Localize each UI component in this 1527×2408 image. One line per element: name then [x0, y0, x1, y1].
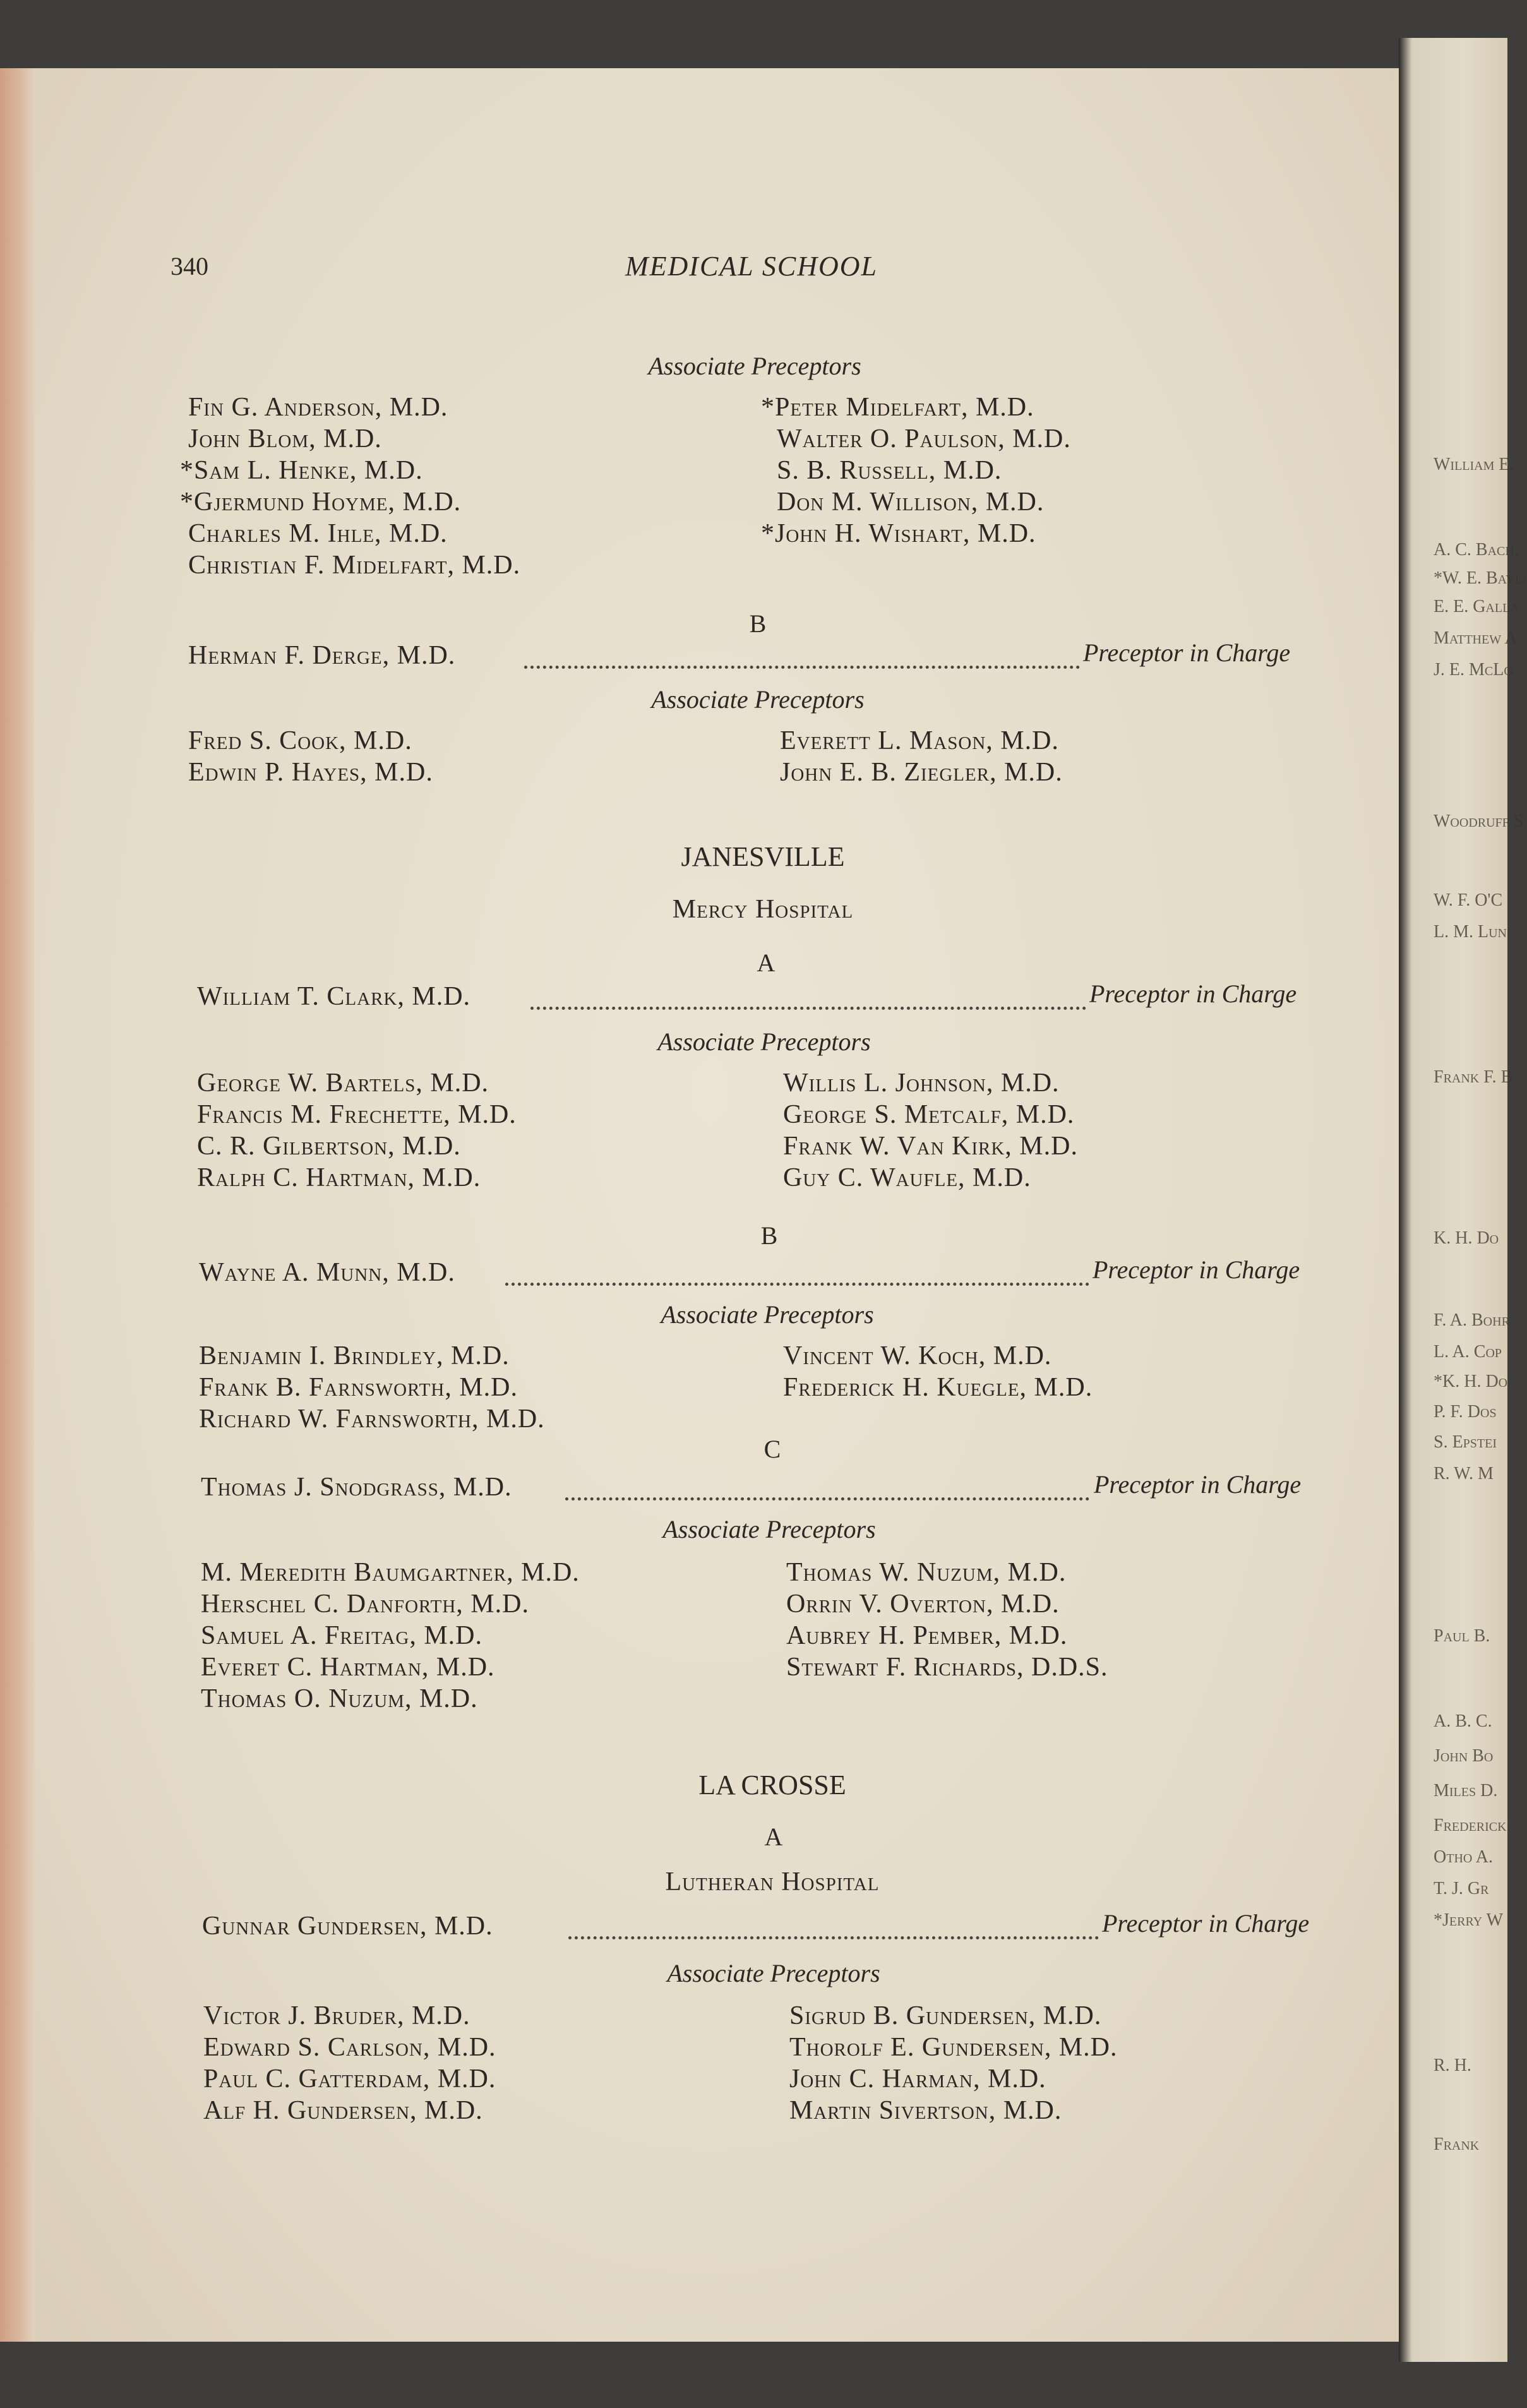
preceptor-name: Thomas J. Snodgrass, M.D. [201, 1473, 512, 1502]
hospital-name: Lutheran Hospital [665, 1867, 880, 1896]
facing-page-fragment: Frank F. B [1434, 1067, 1513, 1087]
name-entry: *Gjermund Hoyme, M.D. [180, 488, 462, 517]
preceptor-role: Preceptor in Charge [1089, 979, 1297, 1008]
facing-page-fragment: *K. H. Do [1434, 1372, 1508, 1391]
dot-leader [505, 1257, 1089, 1286]
dot-leader [568, 1911, 1099, 1939]
name-entry: Christian F. Midelfart, M.D. [188, 551, 521, 580]
associate-preceptors-heading: Associate Preceptors [667, 1959, 880, 1987]
name-entry: Paul C. Gatterdam, M.D. [203, 2064, 496, 2094]
dot-leader [530, 981, 1086, 1010]
page-edge [0, 68, 35, 2342]
name-entry: Stewart F. Richards, D.D.S. [786, 1653, 1108, 1682]
facing-page-fragment: K. H. Do [1434, 1228, 1499, 1248]
hospital-name: Mercy Hospital [672, 895, 854, 924]
facing-page-fragment: A. C. Bach, [1434, 540, 1519, 560]
name-entry: Sigrud B. Gundersen, M.D. [789, 2001, 1102, 2030]
preceptor-role: Preceptor in Charge [1094, 1470, 1302, 1499]
page-number: 340 [171, 252, 208, 280]
facing-page-fragment: *Jerry W [1434, 1910, 1504, 1930]
associate-preceptors-heading: Associate Preceptors [657, 1027, 871, 1056]
name-entry: Frank B. Farnsworth, M.D. [199, 1373, 518, 1402]
facing-page-fragment: W. F. O'C [1434, 890, 1503, 910]
facing-page-fragment: R. H. [1434, 2056, 1471, 2075]
name-entry: John E. B. Ziegler, M.D. [780, 758, 1063, 787]
unit-letter: C [764, 1435, 781, 1463]
facing-page-fragment: Woodruff S [1434, 812, 1524, 831]
facing-page-fragment: Matthew A [1434, 628, 1518, 648]
name-entry: *John H. Wishart, M.D. [761, 519, 1036, 548]
facing-page-fragment: Miles D. [1434, 1781, 1498, 1800]
name-entry: Walter O. Paulson, M.D. [777, 424, 1071, 453]
name-entry: Thorolf E. Gundersen, M.D. [789, 2033, 1118, 2062]
facing-page-fragment: S. Epstei [1434, 1432, 1497, 1452]
facing-page-fragment: J. E. McLo [1434, 660, 1513, 680]
name-entry: Vincent W. Koch, M.D. [783, 1341, 1052, 1370]
preceptor-role: Preceptor in Charge [1083, 638, 1291, 667]
facing-page-fragment: William E. [1434, 455, 1514, 474]
facing-page-fragment: Frank [1434, 2135, 1480, 2154]
name-entry: M. Meredith Baumgartner, M.D. [201, 1558, 580, 1587]
name-entry: Fred S. Cook, M.D. [188, 726, 412, 755]
facing-page-fragment: Paul B. [1434, 1626, 1490, 1646]
name-entry: Edward S. Carlson, M.D. [203, 2033, 496, 2062]
name-entry: Aubrey H. Pember, M.D. [786, 1621, 1068, 1650]
facing-page-fragment: P. F. Dos [1434, 1402, 1497, 1422]
running-title: MEDICAL SCHOOL [625, 251, 878, 282]
name-entry: John Blom, M.D. [188, 424, 382, 453]
preceptor-name: William T. Clark, M.D. [197, 982, 471, 1011]
name-entry: George S. Metcalf, M.D. [783, 1100, 1075, 1129]
facing-page-fragment: L. M. Lun [1434, 922, 1507, 942]
name-entry: Francis M. Frechette, M.D. [197, 1100, 517, 1129]
associate-preceptors-heading: Associate Preceptors [648, 352, 861, 380]
dot-leader [565, 1472, 1089, 1501]
name-entry: Martin Sivertson, M.D. [789, 2096, 1062, 2125]
name-entry: Charles M. Ihle, M.D. [188, 519, 448, 548]
preceptor-role: Preceptor in Charge [1093, 1255, 1300, 1284]
name-entry: Orrin V. Overton, M.D. [786, 1590, 1060, 1619]
name-entry: *Sam L. Henke, M.D. [180, 456, 423, 485]
name-entry: Herschel C. Danforth, M.D. [201, 1590, 529, 1619]
associate-preceptors-heading: Associate Preceptors [661, 1300, 874, 1329]
facing-page-fragment: A. B. C. [1434, 1711, 1492, 1731]
name-entry: Ralph C. Hartman, M.D. [197, 1163, 481, 1192]
facing-page-fragment: E. E. Galla [1434, 597, 1519, 616]
name-entry: Fin G. Anderson, M.D. [188, 393, 448, 422]
name-entry: *Peter Midelfart, M.D. [761, 393, 1034, 422]
name-entry: Samuel A. Freitag, M.D. [201, 1621, 482, 1650]
name-entry: Edwin P. Hayes, M.D. [188, 758, 433, 787]
name-entry: Don M. Willison, M.D. [777, 488, 1045, 517]
dot-leader [524, 640, 1080, 669]
name-entry: Victor J. Bruder, M.D. [203, 2001, 470, 2030]
facing-page-fragment: T. J. Gr [1434, 1879, 1489, 1898]
city-heading: LA CROSSE [698, 1770, 846, 1800]
facing-page-fragment: Otho A. [1434, 1847, 1493, 1867]
facing-page [1399, 38, 1507, 2362]
name-entry: Guy C. Waufle, M.D. [783, 1163, 1031, 1192]
name-entry: Everett L. Mason, M.D. [780, 726, 1059, 755]
name-entry: Thomas O. Nuzum, M.D. [201, 1684, 478, 1713]
name-entry: Frank W. Van Kirk, M.D. [783, 1132, 1078, 1161]
preceptor-role: Preceptor in Charge [1102, 1909, 1310, 1938]
name-entry: Richard W. Farnsworth, M.D. [199, 1405, 545, 1434]
unit-letter: A [757, 949, 775, 977]
associate-preceptors-heading: Associate Preceptors [651, 685, 865, 714]
city-heading: JANESVILLE [681, 841, 845, 872]
facing-page-fragment: Frederick [1434, 1816, 1507, 1835]
unit-letter: B [760, 1221, 778, 1250]
name-entry: John C. Harman, M.D. [789, 2064, 1046, 2094]
facing-page-fragment: L. A. Cop [1434, 1342, 1502, 1362]
name-entry: Everet C. Hartman, M.D. [201, 1653, 495, 1682]
unit-letter: B [749, 609, 767, 638]
book-page [0, 68, 1421, 2342]
unit-letter: A [764, 1823, 783, 1851]
name-entry: Benjamin I. Brindley, M.D. [199, 1341, 510, 1370]
name-entry: George W. Bartels, M.D. [197, 1069, 489, 1098]
name-entry: C. R. Gilbertson, M.D. [197, 1132, 461, 1161]
facing-page-fragment: F. A. Bohr [1434, 1310, 1510, 1330]
associate-preceptors-heading: Associate Preceptors [662, 1515, 876, 1543]
preceptor-name: Herman F. Derge, M.D. [188, 641, 456, 670]
name-entry: Frederick H. Kuegle, M.D. [783, 1373, 1093, 1402]
name-entry: Thomas W. Nuzum, M.D. [786, 1558, 1067, 1587]
facing-page-fragment: *W. E. Bayli [1434, 568, 1527, 588]
name-entry: S. B. Russell, M.D. [777, 456, 1002, 485]
name-entry: Alf H. Gundersen, M.D. [203, 2096, 483, 2125]
facing-page-fragment: John Bo [1434, 1746, 1494, 1766]
name-entry: Willis L. Johnson, M.D. [783, 1069, 1060, 1098]
preceptor-name: Gunnar Gundersen, M.D. [202, 1912, 493, 1941]
facing-page-fragment: R. W. M [1434, 1464, 1494, 1483]
preceptor-name: Wayne A. Munn, M.D. [199, 1258, 455, 1287]
